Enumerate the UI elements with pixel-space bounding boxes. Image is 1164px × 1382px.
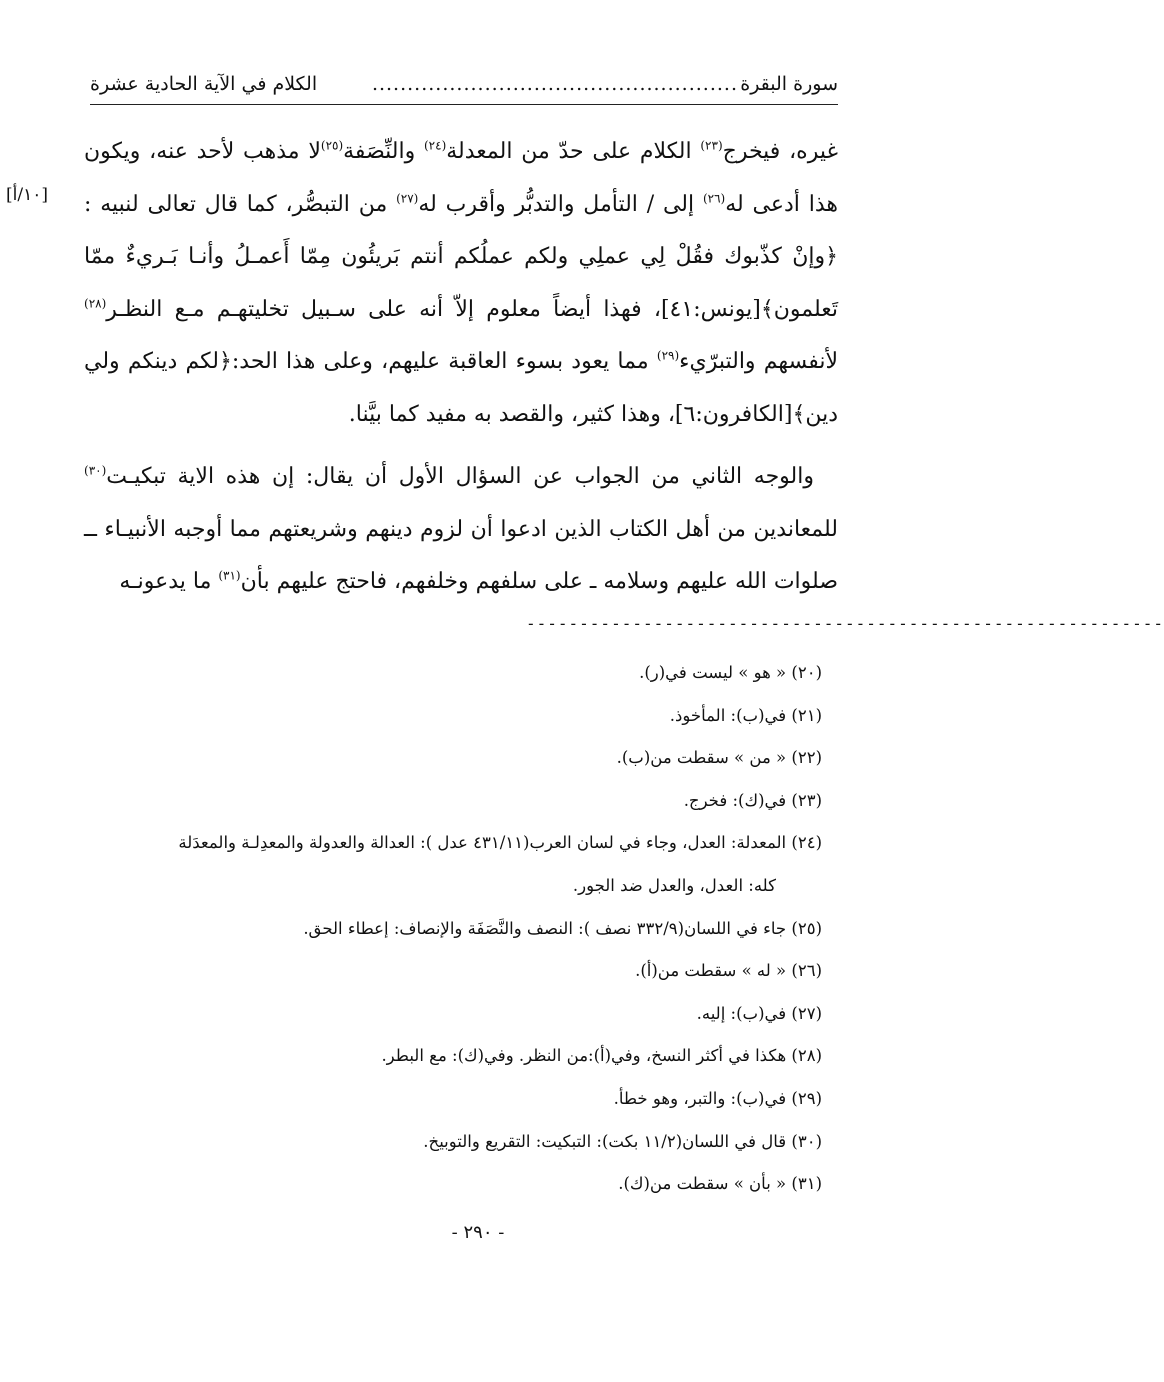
footnote-ref-25[interactable]: (٢٥) <box>320 138 344 153</box>
footnote-31: (٣١) « بأن » سقطت من(ك). <box>618 1174 822 1194</box>
footnote-26: (٢٦) « له » سقطت من(أ). <box>635 961 822 981</box>
footnote-27: (٢٧) في(ب): إليه. <box>696 1003 822 1023</box>
header-section-title: الكلام في الآية الحادية عشرة <box>90 73 318 95</box>
footnote-ref-27[interactable]: (٢٧) <box>396 191 419 206</box>
footnote-22: (٢٢) « من » سقطت من(ب). <box>616 748 822 768</box>
footnote-ref-26[interactable]: (٢٦) <box>702 191 726 206</box>
header-rule <box>90 104 838 105</box>
header-surah-name: سورة البقرة <box>740 73 838 95</box>
footnote-ref-29[interactable]: (٢٩) <box>656 348 680 363</box>
footnote-29: (٢٩) في(ب): والتبر، وهو خطأ. <box>613 1088 822 1108</box>
footnote-separator: ------------------------------------------------------------ <box>526 614 1164 633</box>
running-header <box>90 70 838 102</box>
paragraph-2: والوجه الثاني من الجواب عن السؤال الأول أن يقال: إن هذه الاية تبكيـت$^{(٣٠)}$ للمعاندين من أهل الكتاب الذين ادعوا أن لزوم دينهم وشريعتهم مما أوجبه الأنبيـاء ــ صلوات الله عليهم وسلامه ـ على سلفهم وخلفهم، فاحتج عليهم بأن$^{(٣١)}$ ما يدعونـه <box>84 463 838 594</box>
footnotes <box>80 652 822 1206</box>
footnote-ref-23[interactable]: (٢٣) <box>700 138 723 153</box>
footnote-ref-31[interactable]: (٣١) <box>218 568 241 583</box>
footnote-ref-28[interactable]: (٢٨) <box>84 296 107 311</box>
page-number: - ٢٩٠ - <box>451 1222 505 1243</box>
footnote-20: (٢٠) « هو » ليست في(ر). <box>639 663 822 682</box>
footnote-30: (٣٠) قال في اللسان(١١/٢ بكت): التبكيت: التقريع والتوبيخ. <box>423 1131 822 1151</box>
footnote-28: (٢٨) هكذا في أكثر النسخ، وفي(أ):من النظر. وفي(ك): مع البطر. <box>381 1046 822 1066</box>
footnote-23: (٢٣) في(ك): فخرج. <box>683 790 822 810</box>
paragraph-1: غيره، فيخرج$^{(٢٣)}$ الكلام على حدّ من المعدلة$^{(٢٤)}$ والنِّصَفة$^{(٢٥)}$لا مذهب لأحد عنه، ويكون هذا أدعى له$^{(٢٦)}$ إلى / التأمل والتدبُّر وأقرب له$^{(٢٧)}$ من التبصُّر، كما قال تعالى لنبيه :﴿وإنْ كذّبوك فقُلْ لِي عملِي ولكم عملُكم أنتم بَريئُون مِمّا أَعمـلُ وأنـا بَـريءٌ ممّا تَعلمون﴾[يونس:٤١]، فهذا أيضاً معلوم إلاّ أنه على سـبيل تخليتهـم مـع النظـر$^{(٢٨)}$ لأنفسهم والتبرّيء$^{(٢٩)}$ مما يعود بسوء العاقبة عليهم، وعلى هذا الحد:﴿لكم دينكم ولي دين﴾[الكافرون:٦]، وهذا كثير، والقصد به مفيد كما بيَّنا. <box>84 138 838 427</box>
footnote-24-continuation: كله: العدل، والعدل ضد الجور. <box>572 875 776 895</box>
footnote-24: (٢٤) المعدلة: العدل، وجاء في لسان العرب(٤٣١/١١ عدل ): العدالة والعدولة والمعدِلـة والمعدَلة <box>178 833 822 853</box>
footnote-25: (٢٥) جاء في اللسان(٣٣٢/٩ نصف ): النصف والنَّصَفَة والإنصاف: إعطاء الحق. <box>303 918 822 938</box>
header-dot-leader: .................................................... <box>371 73 738 95</box>
main-text <box>84 126 838 609</box>
footnote-21: (٢١) في(ب): المأخوذ. <box>669 705 822 725</box>
footnote-ref-30[interactable]: (٣٠) <box>84 463 107 478</box>
footnote-ref-24[interactable]: (٢٤) <box>423 138 447 153</box>
manuscript-folio-marker: [١٠/أ] <box>6 185 48 205</box>
